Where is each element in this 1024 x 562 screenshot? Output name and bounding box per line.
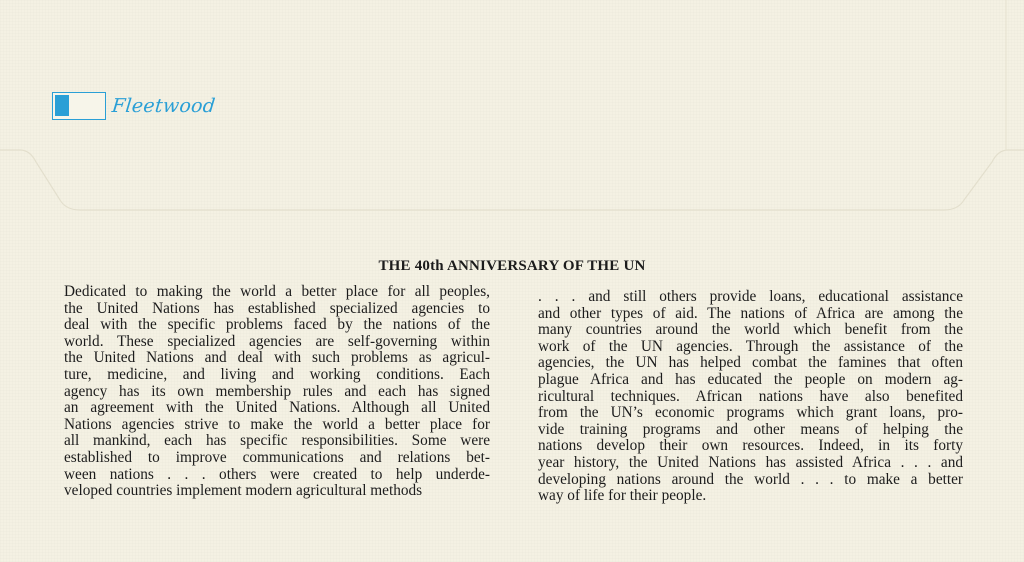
text-line: plague Africa and has educated the people on modern ag-: [538, 371, 963, 388]
logo-text: Fleetwood: [110, 95, 217, 117]
text-line: and other types of aid. The nations of Africa are among the: [538, 305, 963, 322]
text-line: ricultural techniques. African nations have also benefited: [538, 388, 963, 405]
text-line: ture, medicine, and living and working conditions. Each: [64, 366, 490, 383]
text-line: the United Nations has established specialized agencies to: [64, 300, 490, 317]
text-line: world. These specialized agencies are self-governing within: [64, 333, 490, 350]
logo-box-icon: [52, 92, 106, 120]
text-line: . . . and still others provide loans, educational assistance: [538, 289, 963, 305]
text-line: the United Nations and deal with such problems as agricul-: [64, 350, 490, 367]
text-line: Nations agencies strive to make the world a better place for: [64, 416, 490, 433]
left-column-text: [64, 284, 490, 500]
document-title: THE 40th ANNIVERSARY OF THE UN: [378, 258, 646, 274]
right-column-text: [538, 289, 963, 505]
text-line: many countries around the world which benefit from the: [538, 322, 963, 339]
text-line: way of life for their people.: [538, 488, 707, 505]
text-line: agency has its own membership rules and each has signed: [64, 383, 490, 400]
text-line: developing nations around the world . . . to make a better: [538, 471, 963, 488]
text-line: an agreement with the United Nations. Although all United: [64, 400, 490, 417]
text-line: ween nations . . . others were created to help underde-: [64, 466, 490, 483]
text-line: work of the UN agencies. Through the assistance of the: [538, 338, 963, 355]
text-line: vide training programs and other means of helping the: [538, 421, 963, 438]
text-line: veloped countries implement modern agricultural methods: [64, 483, 423, 500]
fleetwood-logo: [52, 92, 215, 120]
logo-fill-block: [55, 95, 69, 116]
text-line: Dedicated to making the world a better place for all peoples,: [64, 284, 490, 300]
text-line: agencies, the UN has helped combat the famines that often: [538, 355, 963, 372]
text-line: nations develop their own resources. Indeed, in its forty: [538, 438, 963, 455]
text-line: from the UN’s economic programs which grant loans, pro-: [538, 405, 963, 422]
text-line: deal with the specific problems faced by the nations of the: [64, 317, 490, 334]
text-line: all mankind, each has specific responsibilities. Some were: [64, 433, 490, 450]
text-line: year history, the United Nations has assisted Africa . . . and: [538, 454, 963, 471]
text-line: established to improve communications and relations bet-: [64, 449, 490, 466]
